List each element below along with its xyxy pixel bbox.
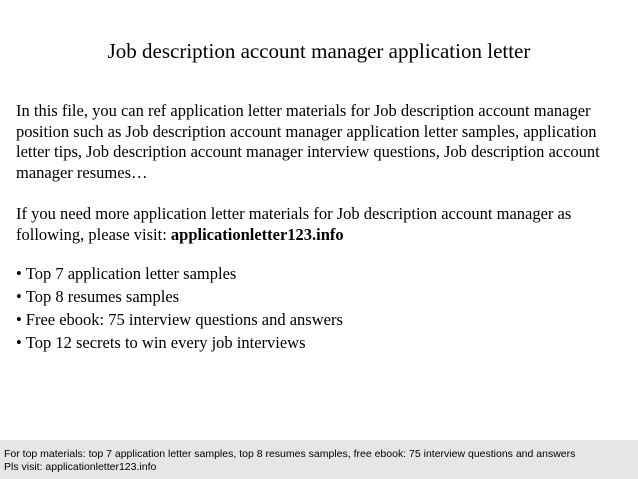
page-title: Job description account manager application letter	[107, 39, 531, 63]
bullet-icon: •	[16, 333, 22, 352]
resource-list	[16, 262, 626, 354]
list-item	[16, 308, 626, 331]
list-item-label: Top 8 resumes samples	[25, 287, 180, 306]
intro-paragraph: In this file, you can ref application letter materials for Job description account manager position such as Job description account manager application letter samples, application letter tips, Job description account manager interview questions, Job description account manager resumes…	[16, 101, 600, 182]
bullet-icon: •	[16, 264, 22, 283]
visit-paragraph	[16, 204, 631, 245]
footer-bar	[0, 440, 638, 479]
bullet-icon: •	[16, 310, 22, 329]
list-item-label: Top 12 secrets to win every job interviews	[25, 333, 306, 352]
footer-line-visit: Pls visit: applicationletter123.info	[4, 460, 157, 473]
list-item	[16, 331, 626, 354]
list-item	[16, 285, 626, 308]
list-item-label: Top 7 application letter samples	[25, 264, 237, 283]
visit-paragraph-text: If you need more application letter materials for Job description account manager as following, please visit:	[16, 204, 572, 244]
list-item	[16, 262, 626, 285]
footer-line-materials: For top materials: top 7 application letter samples, top 8 resumes samples, free ebook: 75 interview questions and answers	[4, 448, 576, 460]
site-link[interactable]: applicationletter123.info	[170, 224, 344, 244]
list-item-label: Free ebook: 75 interview questions and answers	[25, 310, 343, 329]
bullet-icon: •	[16, 287, 22, 306]
